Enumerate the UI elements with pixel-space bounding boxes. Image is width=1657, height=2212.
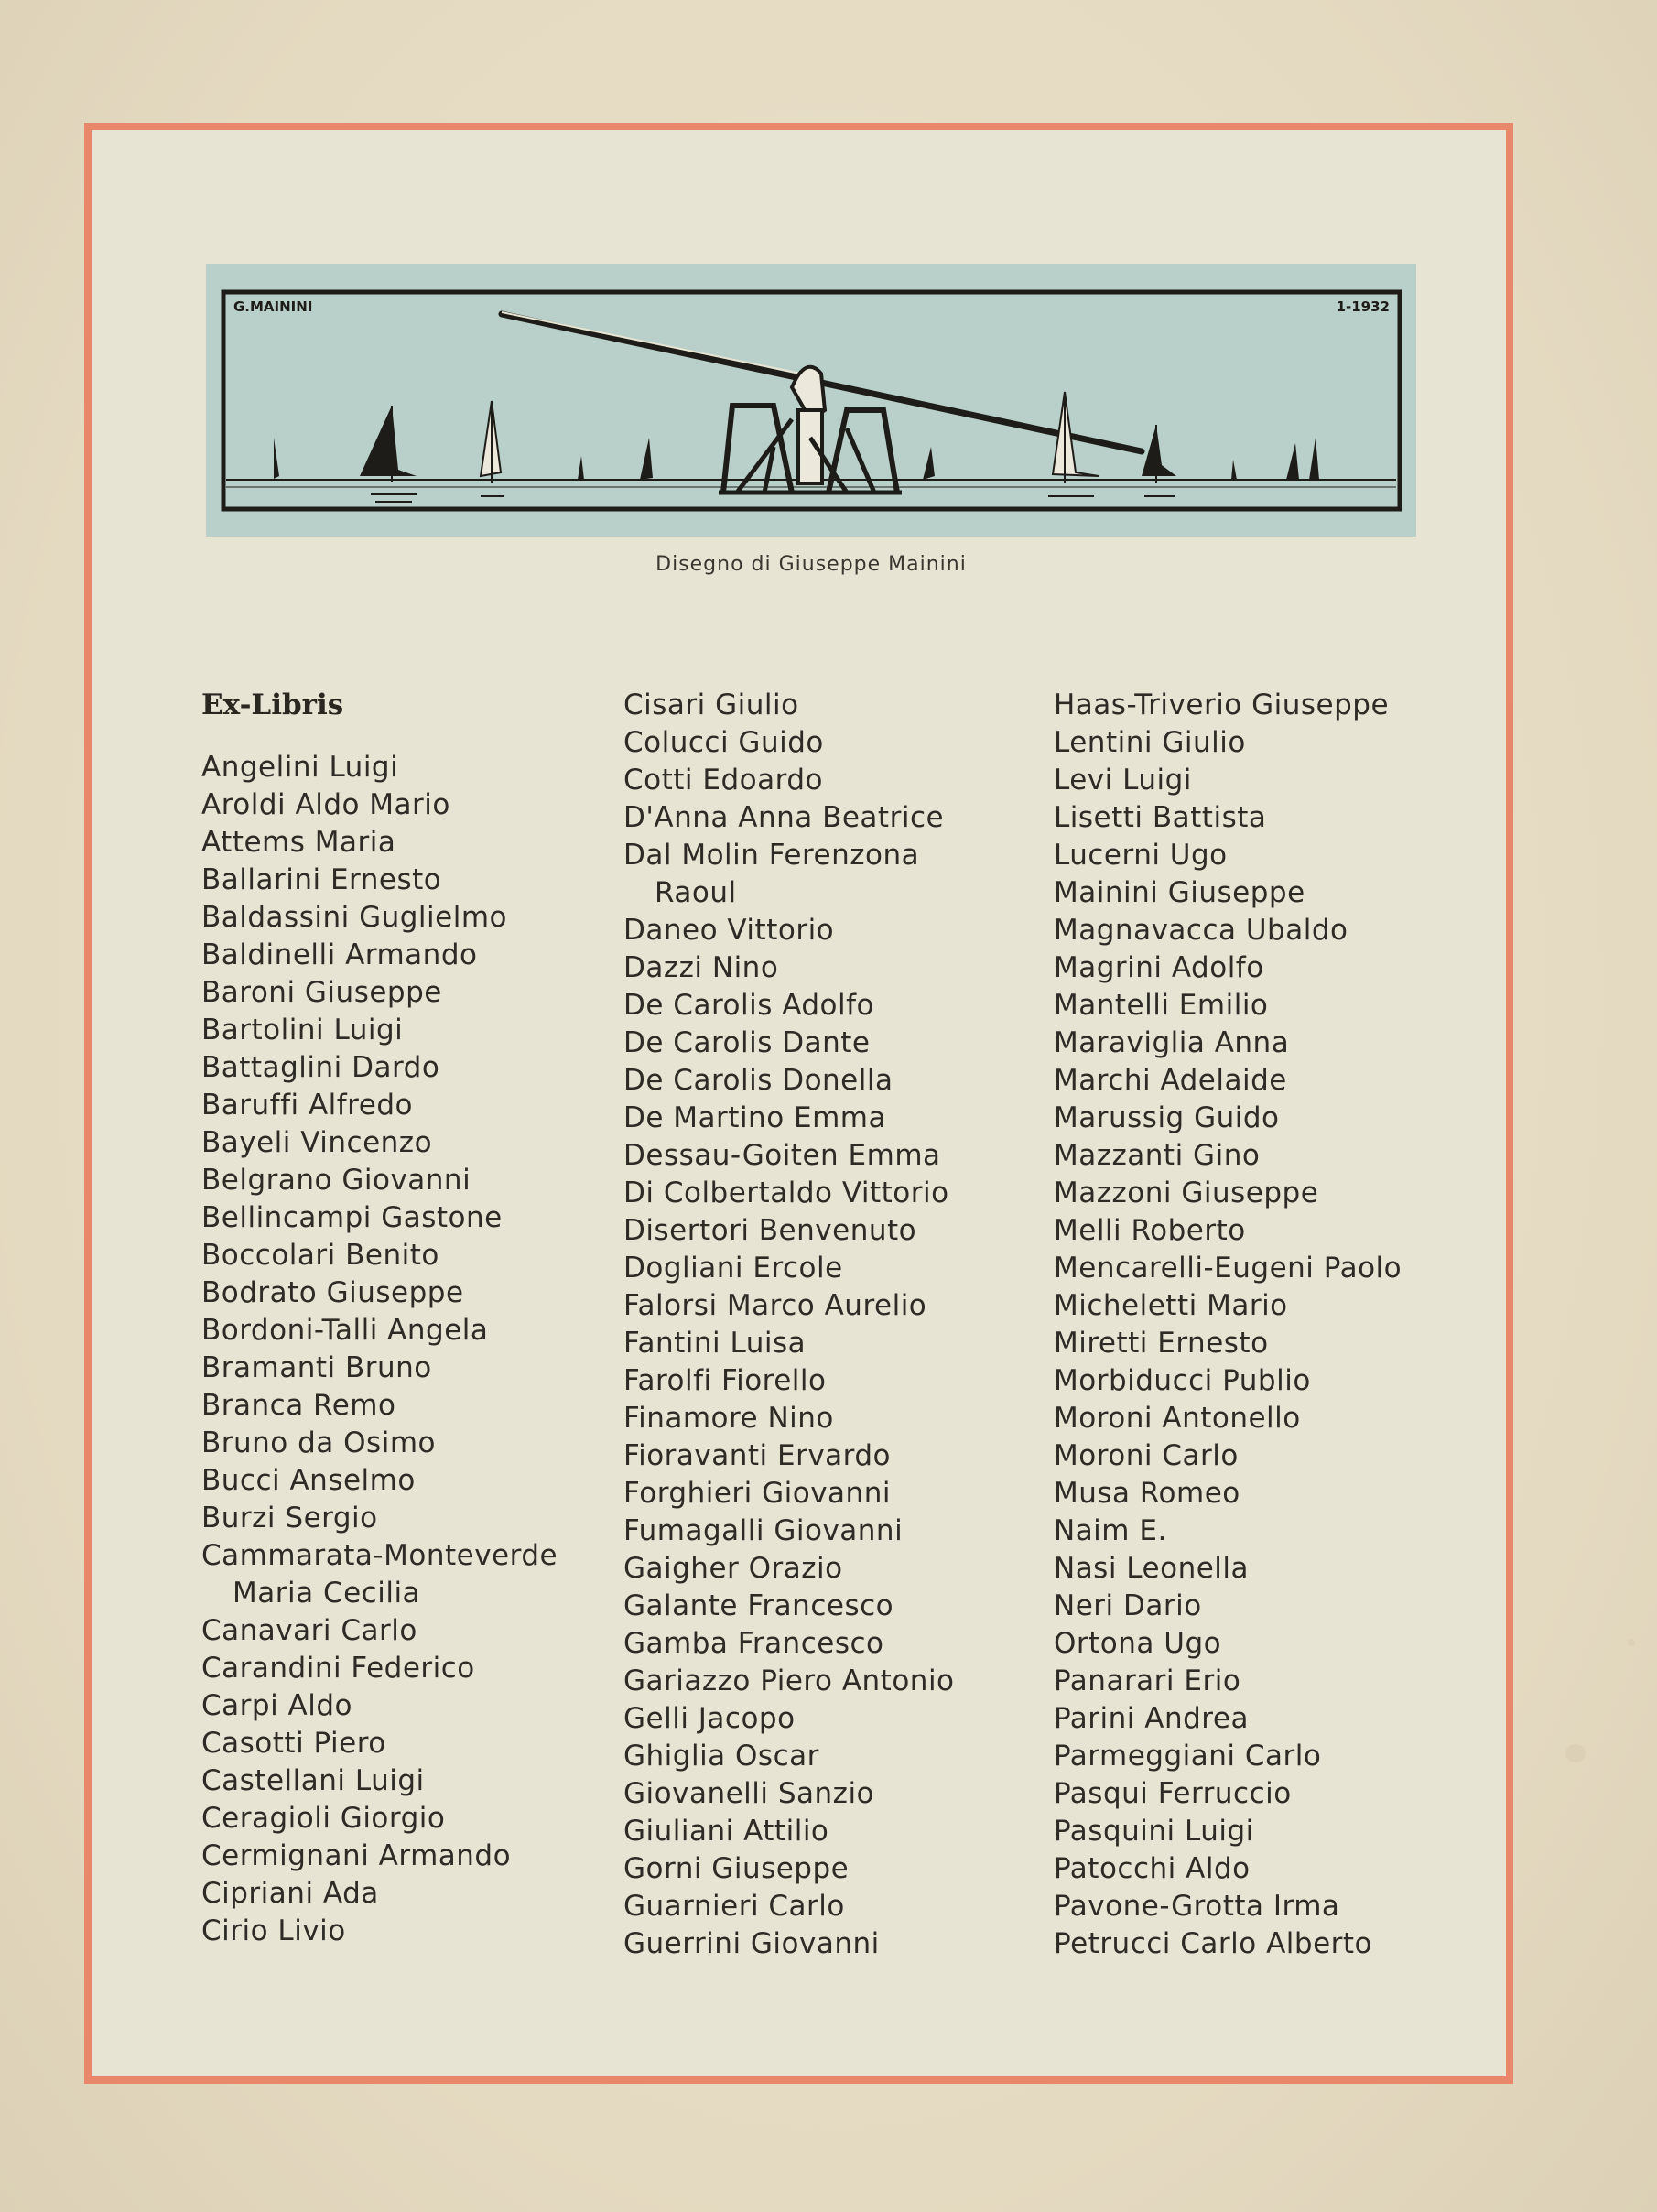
list-item: Levi Luigi: [1054, 764, 1192, 797]
list-item: Ortona Ugo: [1054, 1627, 1222, 1660]
list-item: Gorni Giuseppe: [623, 1852, 850, 1885]
list-item: D'Anna Anna Beatrice: [623, 801, 945, 834]
list-item: Guerrini Giovanni: [623, 1927, 880, 1960]
list-item: Melli Roberto: [1054, 1214, 1246, 1247]
sailing-boats-illustration: [206, 264, 1416, 537]
list-item: Mencarelli-Eugeni Paolo: [1054, 1252, 1402, 1285]
paper-stain: [1565, 1744, 1586, 1762]
list-item: Baroni Giuseppe: [201, 976, 442, 1009]
list-item: Pasqui Ferruccio: [1054, 1777, 1292, 1810]
list-item: Bordoni-Talli Angela: [201, 1314, 489, 1347]
list-item: Boccolari Benito: [201, 1239, 439, 1272]
list-item: Nasi Leonella: [1054, 1552, 1250, 1585]
list-item: Carandini Federico: [201, 1652, 475, 1685]
list-item: Cipriani Ada: [201, 1877, 379, 1910]
list-item: Bruno da Osimo: [201, 1426, 436, 1459]
list-item: Gariazzo Piero Antonio: [623, 1664, 955, 1697]
names-column-3: [1054, 687, 1475, 1963]
list-item: Mazzoni Giuseppe: [1054, 1176, 1319, 1209]
list-item: Attems Maria: [201, 826, 396, 859]
list-item: Magnavacca Ubaldo: [1054, 914, 1348, 947]
list-item: Micheletti Mario: [1054, 1289, 1288, 1322]
list-item: Cammarata-Monteverde: [201, 1539, 558, 1572]
list-item: Forghieri Giovanni: [623, 1477, 891, 1510]
list-item: Guarnieri Carlo: [623, 1890, 845, 1923]
list-item: Dazzi Nino: [623, 951, 779, 984]
list-item: Bellincampi Gastone: [201, 1201, 503, 1234]
list-item: Miretti Ernesto: [1054, 1327, 1269, 1360]
list-item: Marussig Guido: [1054, 1101, 1280, 1134]
list-item: Magrini Adolfo: [1054, 951, 1264, 984]
list-item: De Carolis Dante: [623, 1026, 871, 1059]
list-item: Burzi Sergio: [201, 1502, 378, 1534]
list-item: Naim E.: [1054, 1514, 1167, 1547]
list-item: Dogliani Ercole: [623, 1252, 843, 1285]
list-item: Dal Molin Ferenzona: [623, 839, 920, 872]
list-item: Mainini Giuseppe: [1054, 876, 1305, 909]
list-item: Battaglini Dardo: [201, 1051, 440, 1084]
list-item: Marchi Adelaide: [1054, 1064, 1287, 1097]
list-item: De Martino Emma: [623, 1101, 886, 1134]
list-item: Carpi Aldo: [201, 1689, 352, 1722]
list-item: Pasquini Luigi: [1054, 1815, 1254, 1848]
illustration-signature: G.MAININI: [233, 298, 313, 315]
list-item: De Carolis Donella: [623, 1064, 893, 1097]
illustration-date: 1-1932: [1336, 298, 1390, 315]
illustration-banner: [206, 264, 1416, 537]
list-item: Bartolini Luigi: [201, 1014, 404, 1046]
list-item-continuation: Maria Cecilia: [233, 1577, 421, 1610]
list-item: Falorsi Marco Aurelio: [623, 1289, 927, 1322]
names-column-2: [623, 687, 1045, 1963]
list-item: Baruffi Alfredo: [201, 1089, 413, 1122]
list-item: Lucerni Ugo: [1054, 839, 1228, 872]
list-item: Bucci Anselmo: [201, 1464, 416, 1497]
list-item: Moroni Antonello: [1054, 1402, 1301, 1435]
list-item: Fumagalli Giovanni: [623, 1514, 904, 1547]
names-column-1: [201, 687, 623, 1950]
list-item: Canavari Carlo: [201, 1614, 417, 1647]
list-item: Bodrato Giuseppe: [201, 1276, 464, 1309]
list-item: Di Colbertaldo Vittorio: [623, 1176, 949, 1209]
list-item: Colucci Guido: [623, 726, 824, 759]
list-item: Lentini Giulio: [1054, 726, 1246, 759]
list-item: Ceragioli Giorgio: [201, 1802, 446, 1835]
list-item: Ballarini Ernesto: [201, 863, 442, 896]
list-item: Gaigher Orazio: [623, 1552, 843, 1585]
list-item: Daneo Vittorio: [623, 914, 835, 947]
list-item: Fantini Luisa: [623, 1327, 807, 1360]
list-item: Giovanelli Sanzio: [623, 1777, 875, 1810]
list-item: Galante Francesco: [623, 1589, 894, 1622]
list-item: Giuliani Attilio: [623, 1815, 829, 1848]
list-item: Mantelli Emilio: [1054, 989, 1269, 1022]
list-item: Mazzanti Gino: [1054, 1139, 1261, 1172]
illustration-caption: Disegno di Giuseppe Mainini: [655, 553, 967, 576]
list-item: Pavone-Grotta Irma: [1054, 1890, 1340, 1923]
list-item: Angelini Luigi: [201, 751, 399, 784]
list-item: Musa Romeo: [1054, 1477, 1240, 1510]
list-item: Fioravanti Ervardo: [623, 1439, 892, 1472]
list-item: Cermignani Armando: [201, 1839, 512, 1872]
list-item: Belgrano Giovanni: [201, 1164, 471, 1197]
list-item: Branca Remo: [201, 1389, 396, 1422]
list-item: Parmeggiani Carlo: [1054, 1740, 1322, 1773]
list-item: Ghiglia Oscar: [623, 1740, 819, 1773]
list-item: Gamba Francesco: [623, 1627, 884, 1660]
list-item: Finamore Nino: [623, 1402, 834, 1435]
list-item: Maraviglia Anna: [1054, 1026, 1290, 1059]
list-item: Baldassini Guglielmo: [201, 901, 508, 934]
list-item: De Carolis Adolfo: [623, 989, 874, 1022]
section-heading: Ex-Libris: [201, 689, 344, 721]
list-item: Neri Dario: [1054, 1589, 1202, 1622]
names-list: [201, 749, 623, 1950]
list-item: Moroni Carlo: [1054, 1439, 1239, 1472]
names-list: [623, 687, 1045, 1963]
list-item: Bayeli Vincenzo: [201, 1126, 433, 1159]
list-item: Disertori Benvenuto: [623, 1214, 917, 1247]
list-item: Cirio Livio: [201, 1914, 346, 1947]
list-item: Cisari Giulio: [623, 689, 799, 721]
list-item: Morbiducci Publio: [1054, 1364, 1311, 1397]
names-list: [1054, 687, 1475, 1963]
list-item: Aroldi Aldo Mario: [201, 788, 450, 821]
list-item: Lisetti Battista: [1054, 801, 1267, 834]
list-item: Parini Andrea: [1054, 1702, 1249, 1735]
list-item-continuation: Raoul: [655, 876, 737, 909]
list-item: Panarari Erio: [1054, 1664, 1241, 1697]
paper-stain: [1628, 1639, 1635, 1646]
list-item: Casotti Piero: [201, 1727, 386, 1760]
list-item: Patocchi Aldo: [1054, 1852, 1251, 1885]
list-item: Cotti Edoardo: [623, 764, 823, 797]
list-item: Bramanti Bruno: [201, 1351, 432, 1384]
list-item: Castellani Luigi: [201, 1764, 425, 1797]
list-item: Baldinelli Armando: [201, 938, 478, 971]
list-item: Farolfi Fiorello: [623, 1364, 827, 1397]
list-item: Dessau-Goiten Emma: [623, 1139, 941, 1172]
list-item: Haas-Triverio Giuseppe: [1054, 689, 1390, 721]
list-item: Petrucci Carlo Alberto: [1054, 1927, 1373, 1960]
list-item: Gelli Jacopo: [623, 1702, 796, 1735]
